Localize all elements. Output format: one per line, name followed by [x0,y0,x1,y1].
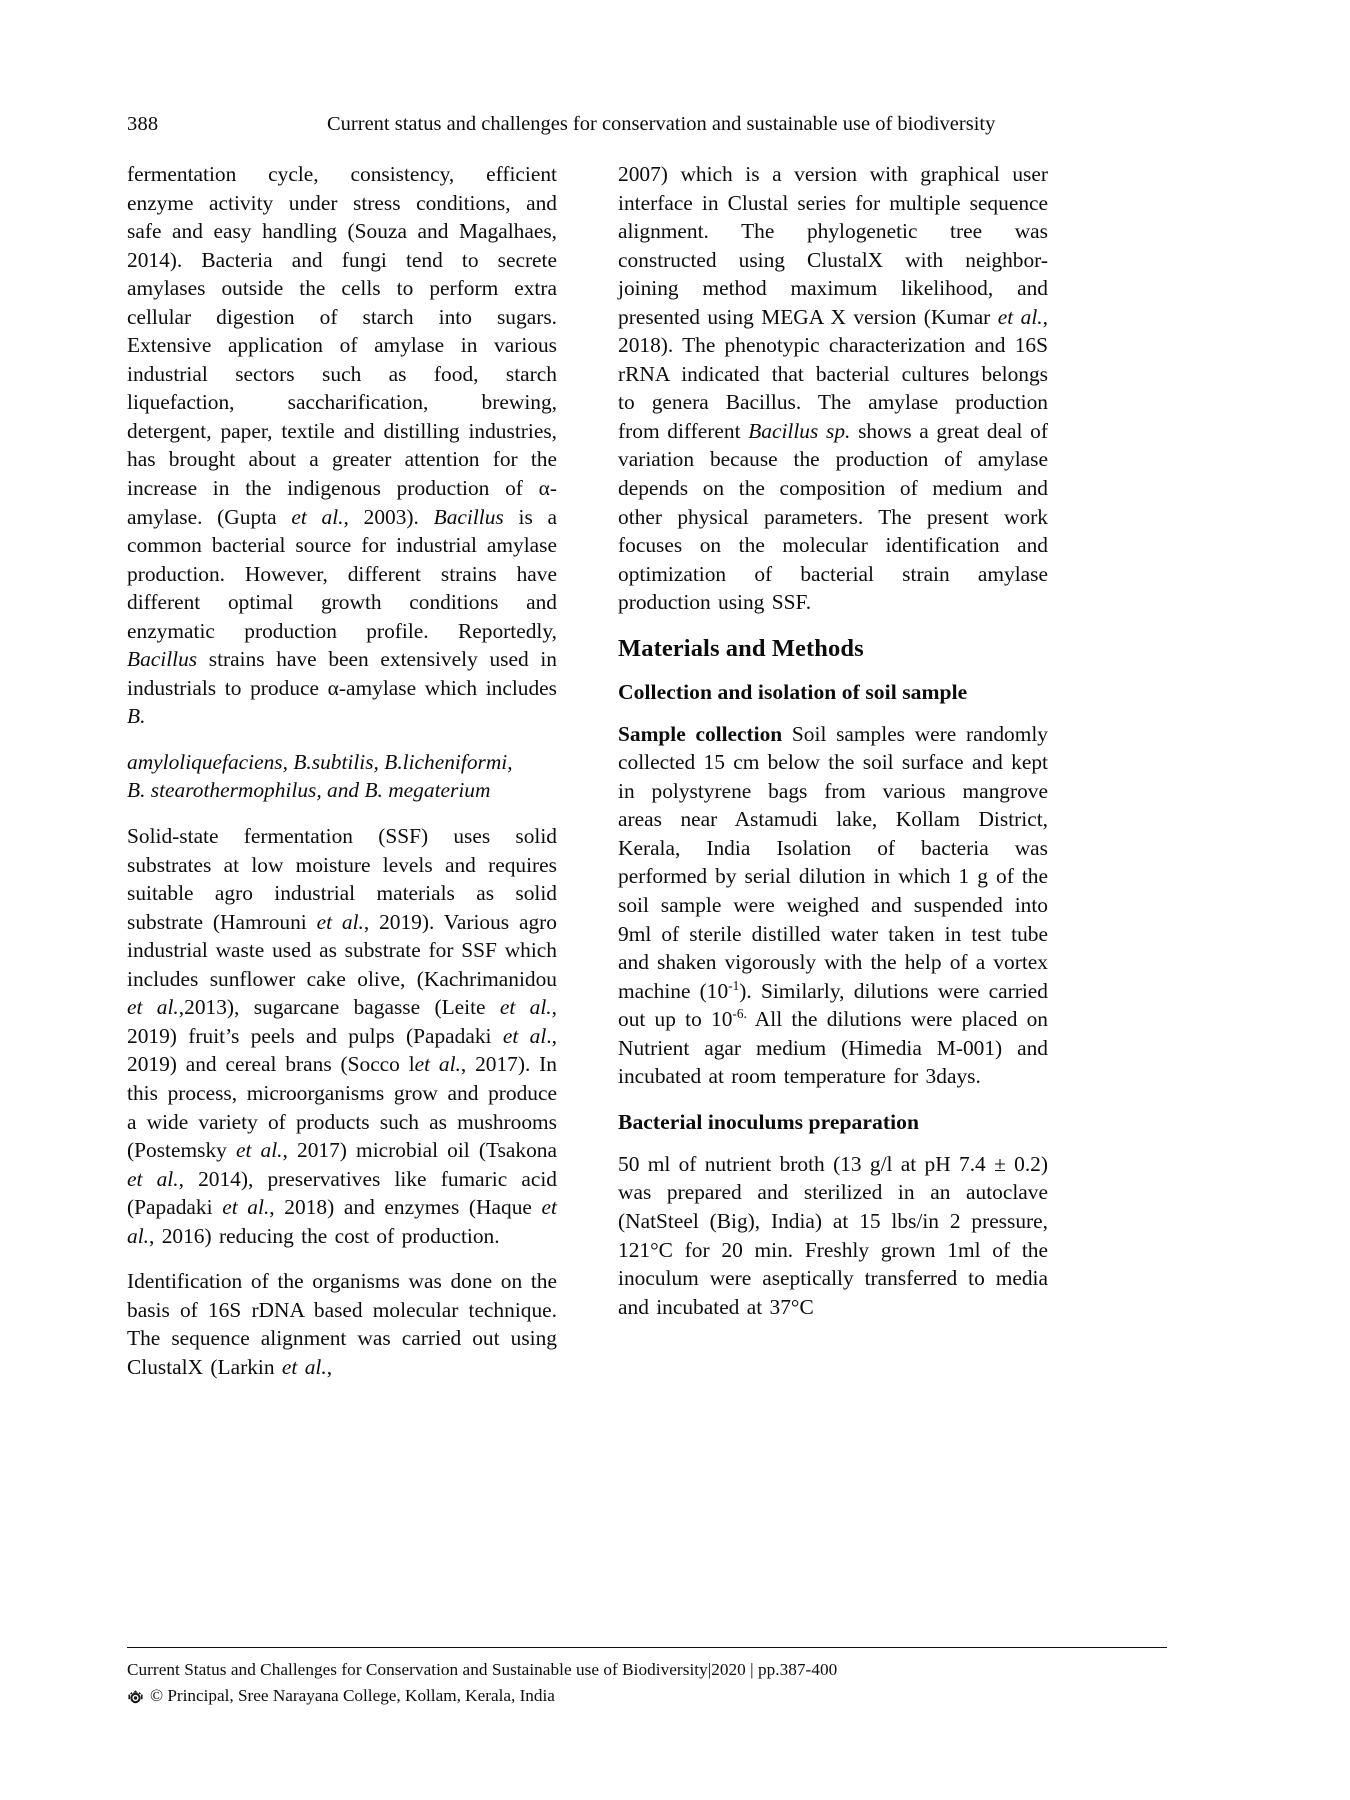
citation-et-al: et al. [997,304,1043,329]
species-name: Bacillus [433,504,504,529]
text-run: fermentation cycle, consistency, efficient enzyme activity under stress conditions, and safe and easy handling (Souza and Magalhaes, 2014). Bacteria and fungi tend to secrete amylases outside the cells to perform extra cellular digestion of starch into sugars. Extensive application of amylase in various industrial sectors such as food, starch liquefaction, saccharification, brewing, detergent, paper, textile and distilling industries, has brought about a greater attention for the increase in the indigenous production of α-amylase. (Gupta [127,162,557,529]
species-name: Bacillus sp. [748,418,851,443]
citation-et-al: et al [502,1023,547,1048]
citation-et-al: et al. [222,1195,270,1220]
text-run: , 2019). Various agro industrial waste used as substrate for SSF which includes sunflower cake olive, (Kachrimanidou [127,909,557,991]
text-run: Identification of the organisms was done on the basis of 16S rDNA based molecular technique. The sequence alignment was carried out using ClustalX (Larkin [127,1269,557,1379]
text-run: ., 2019) and cereal brans (Socco l [127,1023,557,1077]
text-run: Solid-state fermentation (SSF) uses solid substrates at low moisture levels and requires suitable agro industrial materials as solid substrate (Hamrouni [127,824,557,934]
text-run: , 2014), preservatives like fumaric acid (Papadaki [127,1166,557,1220]
paragraph-intro-amylase [127,160,557,731]
run-in-label-sample-collection: Sample collection [618,721,783,746]
right-column [618,160,1048,1381]
paragraph-species-list [127,748,557,805]
copyright-text: © Principal, Sree Narayana College, Kollam, Kerala, India [150,1686,555,1705]
heading-bacterial-inoculums-preparation: Bacterial inoculums preparation [618,1109,920,1134]
footer-copyright-line [127,1684,1167,1708]
superscript-dilution-6: -6. [732,1006,747,1022]
text-run: Soil samples were randomly collected 15 cm below the soil surface and kept in polystyrene bags from various mangrove areas near Astamudi lake, Kollam District, Kerala, India Isolation of bacteria was performed by serial dilution in which 1 g of the soil sample were weighed and suspended into 9ml of sterile distilled water taken in test tube and shaken vigorously with the help of a vortex machine (10 [618,721,1048,1003]
citation-et-al: et al. [127,1195,557,1248]
citation-et-al: et al. [316,909,364,934]
text-run: , [326,1354,333,1379]
text-run: , 2017) microbial oil (Tsakona [282,1138,557,1163]
text-run: is a common bacterial source for industrial amylase production. However, different strains have different optimal growth conditions and enzymatic production profile. Reportedly, [127,504,558,643]
paragraph-inoculums-preparation: 50 ml of nutrient broth (13 g/l at pH 7.4 ± 0.2) was prepared and sterilized in an autoclave (NatSteel (Big), India) at 15 lbs/in 2 pressure, 121°C for 20 min. Freshly grown 1ml of the inoculum were aseptically transferred to media and incubated at 37°C [618,1151,1048,1319]
citation-et-al: et al. [291,504,344,529]
running-header-title: Current status and challenges for conservation and sustainable use of biodiversity [327,113,996,135]
text-run: ,2013), sugarcane bagasse (Leite [178,995,500,1020]
species-name: Bacillus [127,647,198,672]
paragraph-ssf-substrates [127,822,557,1250]
text-run: , 2017). In this process, microorganisms grow and produce a wide variety of products such as mushrooms (Postemsky [127,1052,557,1163]
species-list-line-2: B. stearothermophilus, and B. megaterium [127,778,491,803]
citation-et-al: et al. [127,1166,179,1191]
text-run: ). Similarly, dilutions were carried out up to 10 [618,978,1048,1032]
paragraph-sample-collection [618,720,1048,1091]
text-run: , 2018) and enzymes (Haque [269,1195,542,1220]
citation-et-al: et al. [414,1052,461,1077]
citation-et-al: et al. [127,995,179,1020]
citation-et-al: et al. [281,1354,327,1379]
text-run: , 2019) fruit’s peels and pulps (Papadaki [127,995,557,1048]
footer-divider [127,1647,1167,1648]
left-column [127,160,557,1381]
running-header [127,113,1167,143]
citation-et-al: et al. [235,1138,283,1163]
text-run: 2007) which is a version with graphical user interface in Clustal series for multiple sequence alignment. The phylogenetic tree was constructed using ClustalX with neighbor-joining method maximum likelihood, and presented using MEGA X version (Kumar [618,162,1048,329]
institution-seal-icon [127,1689,144,1706]
paragraph-identification [127,1267,557,1381]
text-run: , 2016) reducing the cost of production. [149,1223,500,1248]
two-column-body [127,160,1167,1381]
page-footer [127,1647,1167,1708]
superscript-dilution-1: -1 [728,977,740,993]
heading-collection-and-isolation: Collection and isolation of soil sample [618,679,968,704]
species-name: B. [127,704,146,729]
species-list-line-1: amyloliquefaciens, B.subtilis, B.licheniformi, [127,749,513,774]
text-run: , 2003). [343,504,434,529]
text-run: strains have been extensively used in industrials to produce α-amylase which includes [127,647,557,700]
citation-et-al: et al. [499,995,552,1020]
text-run: , 2018). The phenotypic characterization and 16S rRNA indicated that bacterial cultures belongs to genera Bacillus. The amylase production from different [618,304,1048,443]
text-run: shows a great deal of variation because the production of amylase depends on the composition of medium and other physical parameters. The present work focuses on the molecular identification and optimization of bacterial strain amylase production using SSF. [618,418,1049,615]
page-number: 388 [127,113,159,135]
footer-journal-line: Current Status and Challenges for Conservation and Sustainable use of Biodiversity|2020 | pp.387-400 [127,1660,838,1679]
text-run: All the dilutions were placed on Nutrient agar medium (Himedia M-001) and incubated at room temperature for 3days. [618,1007,1048,1089]
paragraph-clustal-mega [618,160,1048,617]
heading-materials-and-methods: Materials and Methods [618,634,864,662]
